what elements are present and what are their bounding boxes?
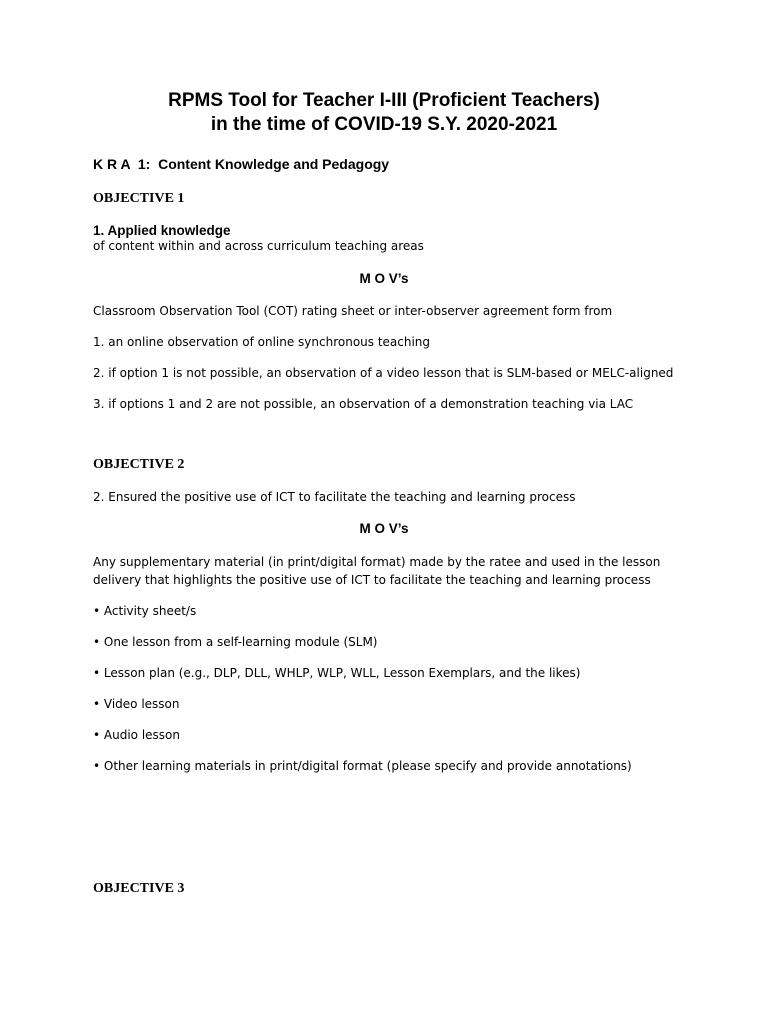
document-title-line-2: in the time of COVID-19 S.Y. 2020-2021 bbox=[210, 114, 558, 135]
objective-1-option-2: 2. if option 1 is not possible, an observation of a video lesson that is SLM-based or MELC-aligned bbox=[93, 366, 674, 380]
objective-2-item-text: 2. Ensured the positive use of ICT to facilitate the teaching and learning process bbox=[93, 490, 576, 504]
objective-2-bullet-audio-lesson: • Audio lesson bbox=[93, 728, 180, 742]
objective-2-bullet-video-lesson: • Video lesson bbox=[93, 697, 180, 711]
objective-1-option-1: 1. an online observation of online synchronous teaching bbox=[93, 335, 431, 349]
objective-1-item-subtitle: of content within and across curriculum teaching areas bbox=[93, 239, 424, 253]
objective-2-movs-intro-line-2: delivery that highlights the positive use of ICT to facilitate the teaching and learning process bbox=[93, 573, 651, 587]
objective-3-heading: OBJECTIVE 3 bbox=[93, 881, 185, 896]
objective-1-item-title: 1. Applied knowledge bbox=[93, 223, 231, 238]
objective-1-movs-intro: Classroom Observation Tool (COT) rating sheet or inter-observer agreement form from bbox=[93, 304, 613, 318]
objective-2-bullet-activity-sheet: • Activity sheet/s bbox=[93, 604, 197, 618]
objective-2-bullet-slm-lesson: • One lesson from a self-learning module (SLM) bbox=[93, 635, 378, 649]
objective-2-bullet-other-materials: • Other learning materials in print/digital format (please specify and provide annotations) bbox=[93, 759, 632, 773]
objective-1-heading: OBJECTIVE 1 bbox=[93, 191, 185, 206]
document-title-line-1: RPMS Tool for Teacher I-III (Proficient Teachers) bbox=[168, 90, 600, 111]
objective-1-movs-heading: M O V’s bbox=[359, 271, 409, 286]
objective-2-movs-intro-line-1: Any supplementary material (in print/digital format) made by the ratee and used in the lesson bbox=[93, 555, 661, 569]
objective-2-bullet-lesson-plan: • Lesson plan (e.g., DLP, DLL, WHLP, WLP, WLL, Lesson Exemplars, and the likes) bbox=[93, 666, 581, 680]
objective-1-option-3: 3. if options 1 and 2 are not possible, an observation of a demonstration teaching via LAC bbox=[93, 397, 634, 411]
kra-heading: K R A 1: Content Knowledge and Pedagogy bbox=[93, 156, 390, 172]
objective-2-heading: OBJECTIVE 2 bbox=[93, 457, 185, 472]
objective-2-movs-heading: M O V’s bbox=[359, 521, 409, 536]
